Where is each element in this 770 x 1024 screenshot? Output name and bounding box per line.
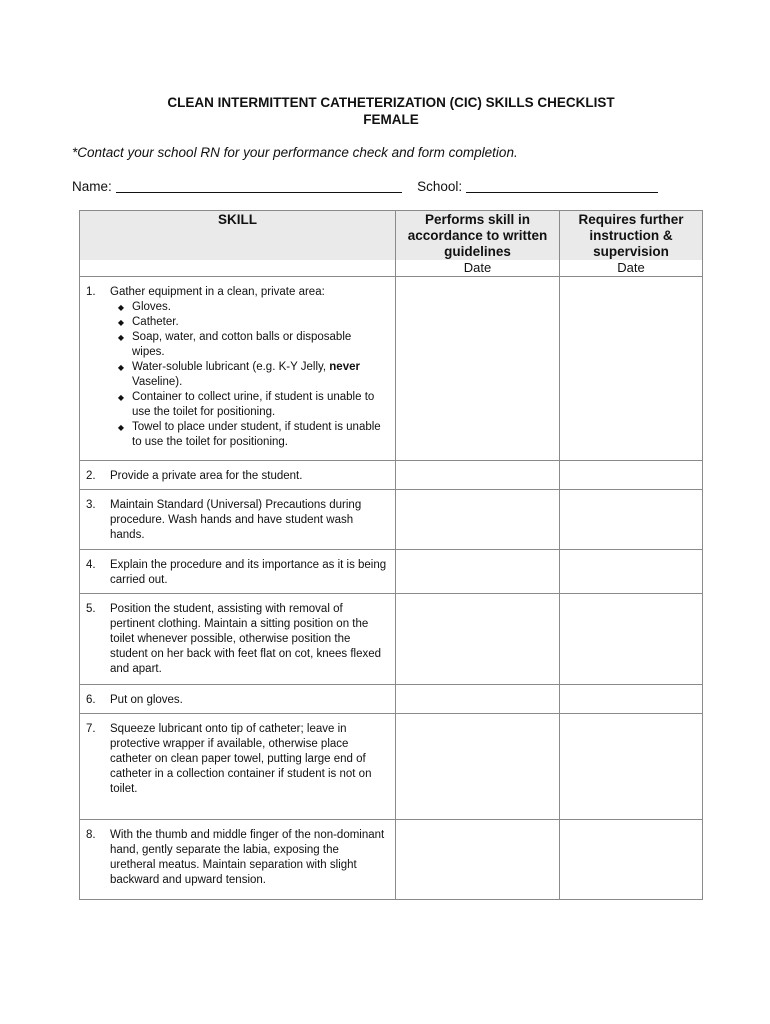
table-row (80, 820, 703, 900)
list-item (110, 300, 387, 315)
table-row (80, 594, 703, 685)
diamond-bullet-icon: ◆ (117, 303, 125, 312)
performs-column-header: Performs skill in accordance to written guidelines (396, 211, 560, 261)
step-text: Maintain Standard (Universal) Precautions during procedure. Wash hands and have student wash hands. (110, 499, 362, 541)
item-text: Container to collect urine, if student is unable to use the toilet for positioning. (132, 391, 375, 418)
diamond-bullet-icon: ◆ (117, 363, 125, 372)
item-text: Gloves. (132, 301, 171, 313)
skill-cell (80, 461, 396, 490)
skills-table (79, 210, 703, 900)
skill-column-header: SKILL (80, 211, 396, 261)
performs-date-cell[interactable] (396, 277, 560, 461)
item-text: Water-soluble lubricant (e.g. K-Y Jelly, (132, 361, 330, 373)
skill-cell (80, 594, 396, 685)
skill-cell (80, 550, 396, 594)
table-row (80, 461, 703, 490)
item-text-after: Vaseline). (132, 376, 183, 388)
diamond-bullet-icon: ◆ (117, 423, 125, 432)
instruction-note: *Contact your school RN for your performance check and form completion. (72, 145, 518, 160)
performs-date-cell[interactable] (396, 594, 560, 685)
performs-date-cell[interactable] (396, 461, 560, 490)
skill-cell (80, 820, 396, 900)
step-number: 6. (86, 694, 96, 706)
performs-date-cell[interactable] (396, 714, 560, 820)
table-row (80, 550, 703, 594)
performs-date-cell[interactable] (396, 490, 560, 550)
step-number: 3. (86, 499, 96, 511)
table-row (80, 685, 703, 714)
list-item (110, 330, 387, 360)
requires-date-cell[interactable] (560, 277, 703, 461)
table-row (80, 490, 703, 550)
requires-date-cell[interactable] (560, 550, 703, 594)
skill-subheader (80, 260, 396, 277)
list-item (110, 420, 387, 450)
step-number: 7. (86, 723, 96, 735)
performs-date-cell[interactable] (396, 550, 560, 594)
step-number: 2. (86, 470, 96, 482)
title-line-1: CLEAN INTERMITTENT CATHETERIZATION (CIC) SKILLS CHECKLIST (167, 95, 615, 110)
step-number: 5. (86, 603, 96, 615)
performs-date-cell[interactable] (396, 685, 560, 714)
item-text: Catheter. (132, 316, 179, 328)
step-number: 1. (86, 286, 96, 298)
list-item (110, 360, 387, 390)
title-line-2: FEMALE (363, 112, 419, 127)
diamond-bullet-icon: ◆ (117, 318, 125, 327)
name-school-row (72, 178, 658, 194)
school-label: School: (417, 179, 463, 194)
step-text: Gather equipment in a clean, private area: (110, 286, 325, 298)
diamond-bullet-icon: ◆ (117, 333, 125, 342)
step-number: 4. (86, 559, 96, 571)
requires-date-cell[interactable] (560, 594, 703, 685)
requires-date-cell[interactable] (560, 461, 703, 490)
school-field[interactable] (466, 178, 658, 193)
step-text: Position the student, assisting with removal of pertinent clothing. Maintain a sitting position on the toilet whenever possible, otherwise position the student on her back with feet flat on cot, knees flexed and apart. (110, 603, 382, 675)
item-emphasis: never (329, 361, 360, 373)
skill-cell (80, 714, 396, 820)
requires-date-cell[interactable] (560, 714, 703, 820)
list-item (110, 390, 387, 420)
skill-cell (80, 685, 396, 714)
name-label: Name: (72, 179, 112, 194)
requires-column-header: Requires further instruction & supervision (560, 211, 703, 261)
performs-date-label: Date (396, 260, 560, 277)
step-text: Squeeze lubricant onto tip of catheter; leave in protective wrapper if available, otherwise place catheter on clean paper towel, putting large end of catheter in a collection container if student is not on toilet. (110, 723, 372, 795)
equipment-list (110, 300, 387, 450)
diamond-bullet-icon: ◆ (117, 393, 125, 402)
name-field[interactable] (116, 178, 402, 193)
requires-date-cell[interactable] (560, 685, 703, 714)
step-text: Provide a private area for the student. (110, 470, 303, 482)
item-text: Soap, water, and cotton balls or disposable wipes. (132, 331, 352, 358)
step-number: 8. (86, 829, 96, 841)
requires-date-label: Date (560, 260, 703, 277)
list-item (110, 315, 387, 330)
performs-date-cell[interactable] (396, 820, 560, 900)
requires-date-cell[interactable] (560, 820, 703, 900)
item-text: Towel to place under student, if student is unable to use the toilet for positioning. (132, 421, 381, 448)
step-text: With the thumb and middle finger of the non-dominant hand, gently separate the labia, exposing the uretheral meatus. Maintain separation with slight backward and upward tension. (110, 829, 385, 886)
skill-cell (80, 490, 396, 550)
requires-date-cell[interactable] (560, 490, 703, 550)
skill-cell (80, 277, 396, 461)
step-text: Put on gloves. (110, 694, 183, 706)
document-title (80, 94, 702, 128)
table-row (80, 277, 703, 461)
step-text: Explain the procedure and its importance as it is being carried out. (110, 559, 387, 586)
table-row (80, 714, 703, 820)
